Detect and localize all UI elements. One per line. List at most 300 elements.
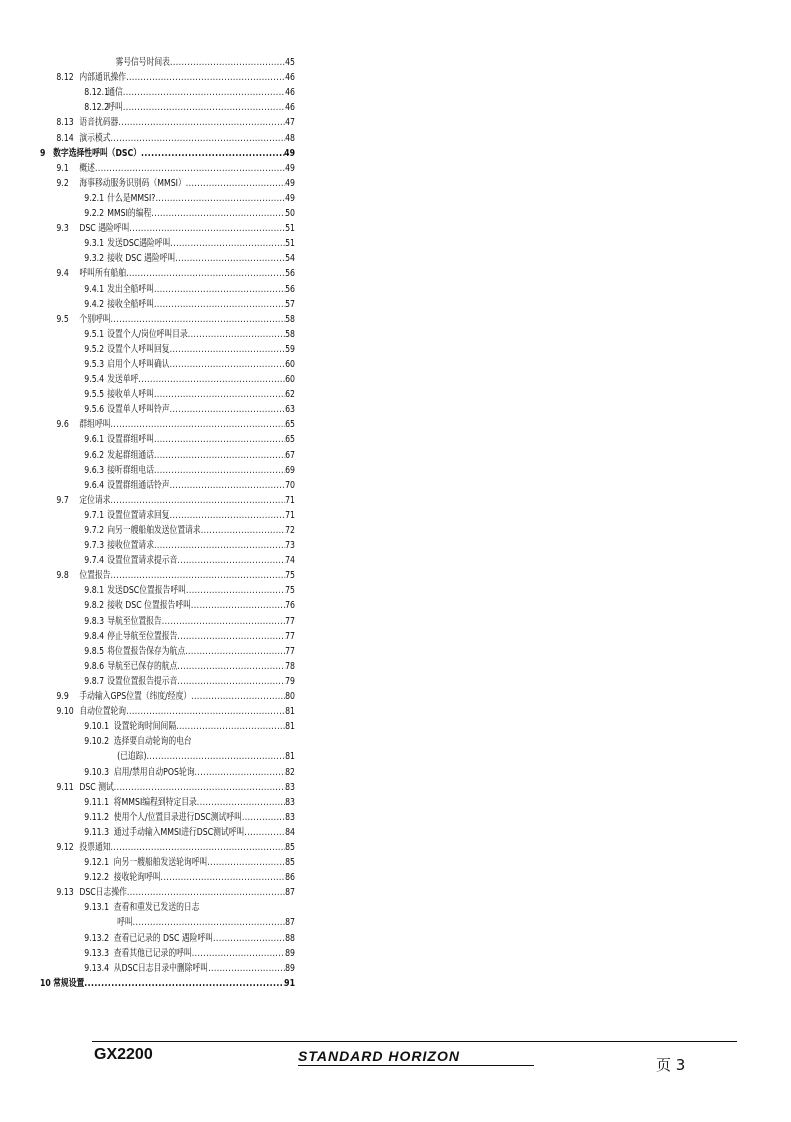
toc-dot-leader bbox=[170, 359, 286, 370]
toc-entry-page: 91 bbox=[284, 977, 296, 989]
toc-dot-leader bbox=[176, 721, 285, 732]
toc-entry-number: 9.13.2 bbox=[84, 932, 110, 944]
toc-entry[interactable] bbox=[40, 853, 295, 868]
toc-entry-title: 设置位置报告提示音 bbox=[107, 675, 178, 687]
toc-dot-leader bbox=[170, 404, 286, 415]
toc-entry[interactable] bbox=[40, 838, 295, 853]
toc-entry[interactable] bbox=[40, 808, 295, 823]
toc-dot-leader bbox=[162, 616, 285, 627]
toc-entry[interactable] bbox=[40, 762, 295, 777]
toc-entry-title: 通过手动输入MMSI进行DSC测试呼叫 bbox=[113, 826, 245, 838]
toc-entry-title: 启用/禁用自动POS轮询 bbox=[113, 766, 195, 778]
toc-entry-number: 9.5.3 bbox=[84, 358, 105, 370]
toc-entry-page: 80 bbox=[285, 691, 296, 703]
toc-entry-number: 9.5.5 bbox=[84, 389, 105, 401]
toc-entry-page: 45 bbox=[285, 57, 296, 69]
toc-entry[interactable] bbox=[40, 672, 295, 687]
toc-entry-page: 65 bbox=[285, 419, 296, 431]
toc-entry-title: 位置报告 bbox=[79, 570, 111, 582]
toc-dot-leader bbox=[213, 933, 285, 944]
toc-dot-leader bbox=[177, 555, 285, 566]
toc-dot-leader bbox=[191, 600, 285, 611]
toc-entry-page: 54 bbox=[285, 253, 296, 265]
toc-dot-leader bbox=[188, 329, 285, 340]
toc-entry-number: 9.3.2 bbox=[84, 253, 105, 265]
toc-entry-number: 9.11.2 bbox=[84, 811, 110, 823]
toc-entry-title: 向另一艘船舶发送轮询呼叫 bbox=[113, 857, 208, 869]
toc-entry-page: 83 bbox=[285, 781, 296, 793]
toc-entry-page: 46 bbox=[285, 87, 296, 99]
toc-entry[interactable] bbox=[40, 868, 295, 883]
toc-entry-page: 88 bbox=[285, 932, 296, 944]
toc-entry-page: 56 bbox=[285, 283, 296, 295]
toc-dot-leader bbox=[123, 87, 285, 98]
toc-entry-number: 9.8.4 bbox=[84, 630, 105, 642]
toc-dot-leader bbox=[129, 223, 285, 234]
toc-entry-title: 呼叫所有船舶 bbox=[79, 268, 127, 280]
toc-entry[interactable] bbox=[40, 642, 295, 657]
toc-dot-leader bbox=[175, 253, 285, 264]
toc-entry[interactable] bbox=[40, 370, 295, 385]
toc-entry-page: 63 bbox=[285, 404, 296, 416]
footer-brand-underline bbox=[298, 1065, 534, 1066]
toc-entry-title: 查看其他已记录的呼叫 bbox=[113, 947, 192, 959]
toc-dot-leader bbox=[111, 314, 286, 325]
toc-entry-number: 8.12 bbox=[56, 72, 74, 84]
toc-entry-number: 9.13.1 bbox=[84, 902, 110, 914]
toc-entry[interactable] bbox=[40, 461, 295, 476]
toc-entry-title: 设置群组呼叫 bbox=[107, 434, 154, 446]
toc-entry[interactable] bbox=[40, 732, 295, 747]
toc-entry-page: 76 bbox=[285, 600, 296, 612]
toc-dot-leader bbox=[170, 480, 286, 491]
toc-entry-page: 81 bbox=[285, 751, 296, 763]
toc-dot-leader bbox=[177, 661, 285, 672]
toc-entry-page: 89 bbox=[285, 947, 296, 959]
toc-entry-page: 51 bbox=[285, 223, 296, 235]
toc-entry-number: 9.8 bbox=[56, 570, 69, 582]
toc-entry-title: 手动输入GPS位置（纬度/经度） bbox=[79, 691, 192, 703]
footer-divider bbox=[92, 1041, 737, 1042]
toc-entry-page: 65 bbox=[285, 434, 296, 446]
toc-entry[interactable] bbox=[40, 627, 295, 642]
toc-entry-title: 设置轮询时间间隔 bbox=[113, 721, 177, 733]
toc-entry[interactable] bbox=[40, 778, 295, 793]
toc-entry[interactable] bbox=[40, 279, 295, 294]
toc-entry-title: 发送DSC位置报告呼叫 bbox=[107, 585, 186, 597]
toc-entry-title: 个别呼叫 bbox=[79, 313, 111, 325]
toc-entry[interactable] bbox=[40, 53, 295, 68]
toc-entry-title: DSC日志操作 bbox=[79, 887, 127, 899]
toc-entry-title: 使用个人/位置目录进行DSC测试呼叫 bbox=[113, 811, 242, 823]
toc-entry-number: 9.8.7 bbox=[84, 675, 105, 687]
toc-entry-page: 49 bbox=[284, 147, 296, 159]
toc-entry-number: 9.4 bbox=[56, 268, 69, 280]
toc-entry[interactable] bbox=[40, 355, 295, 370]
toc-entry-number: 9.13 bbox=[56, 887, 74, 899]
footer-page-number: 页 3 bbox=[656, 1056, 686, 1074]
toc-entry-title: 雾号信号时间表 bbox=[115, 57, 170, 69]
toc-entry-page: 86 bbox=[285, 872, 296, 884]
toc-entry-page: 67 bbox=[285, 449, 296, 461]
toc-entry[interactable] bbox=[40, 249, 295, 264]
toc-entry[interactable] bbox=[40, 144, 295, 159]
toc-entry-number: 9.5.6 bbox=[84, 404, 105, 416]
toc-entry-number: 9.9 bbox=[56, 691, 69, 703]
toc-entry-page: 81 bbox=[285, 706, 296, 718]
toc-dot-leader bbox=[127, 887, 285, 898]
toc-entry-title: 设置个人/岗位呼叫目录 bbox=[107, 328, 188, 340]
toc-dot-leader bbox=[192, 948, 285, 959]
toc-entry-title: 发送DSC遇险呼叫 bbox=[107, 238, 171, 250]
toc-entry-number: 9.5 bbox=[56, 313, 69, 325]
toc-entry-title: 设置群组通话铃声 bbox=[107, 479, 170, 491]
toc-entry[interactable] bbox=[40, 219, 295, 234]
toc-entry[interactable] bbox=[40, 491, 295, 506]
footer-model-name: GX2200 bbox=[94, 1046, 153, 1063]
toc-dot-leader bbox=[123, 102, 285, 113]
toc-entry-number: 9.8.2 bbox=[84, 600, 105, 612]
toc-entry-title: 向另一艘船舶发送位置请求 bbox=[107, 525, 201, 536]
toc-entry-title: DSC 遇险呼叫 bbox=[79, 223, 130, 235]
toc-dot-leader bbox=[111, 133, 286, 144]
toc-entry-number: 9.10 bbox=[56, 706, 74, 718]
toc-entry-page: 62 bbox=[285, 389, 296, 401]
toc-entry-title: (已追踪) bbox=[117, 751, 147, 763]
toc-dot-leader bbox=[185, 646, 285, 657]
toc-dot-leader bbox=[141, 148, 284, 159]
toc-entry-title: 导航至位置报告 bbox=[107, 615, 162, 627]
toc-entry-title: 将位置报告保存为航点 bbox=[107, 645, 186, 657]
toc-dot-leader bbox=[118, 117, 285, 128]
toc-dot-leader bbox=[197, 797, 285, 808]
toc-entry-page: 59 bbox=[285, 343, 296, 355]
toc-entry[interactable] bbox=[40, 385, 295, 400]
toc-entry-page: 71 bbox=[285, 494, 296, 506]
toc-entry[interactable] bbox=[40, 596, 295, 611]
toc-entry-number: 9.6.3 bbox=[84, 464, 105, 476]
toc-entry-page: 81 bbox=[285, 721, 296, 733]
toc-entry-page: 71 bbox=[285, 509, 296, 521]
toc-entry-title: 查看和重发已发送的日志 bbox=[113, 902, 200, 914]
toc-entry[interactable] bbox=[40, 98, 295, 113]
footer-brand-logo: STANDARD HORIZON bbox=[298, 1048, 460, 1064]
toc-dot-leader bbox=[154, 284, 285, 295]
toc-entry-title: 投票通知 bbox=[79, 841, 111, 853]
toc-dot-leader bbox=[114, 782, 285, 793]
toc-dot-leader bbox=[170, 57, 285, 68]
toc-entry-number: 9.11.1 bbox=[84, 796, 110, 808]
toc-entry[interactable] bbox=[40, 823, 295, 838]
toc-entry-number: 9.7.1 bbox=[84, 509, 105, 521]
toc-dot-leader bbox=[201, 525, 285, 536]
toc-entry-page: 47 bbox=[285, 117, 296, 129]
toc-entry[interactable] bbox=[40, 944, 295, 959]
toc-entry-number: 9.7.2 bbox=[84, 525, 105, 536]
toc-dot-leader bbox=[147, 751, 286, 762]
toc-entry-page: 46 bbox=[285, 102, 296, 114]
toc-dot-leader bbox=[111, 842, 286, 853]
toc-dot-leader bbox=[126, 706, 285, 717]
toc-entry-number: 9.6.1 bbox=[84, 434, 105, 446]
toc-entry-number: 9.13.4 bbox=[84, 962, 110, 974]
toc-entry-title: 停止导航至位置报告 bbox=[107, 630, 178, 642]
toc-dot-leader bbox=[151, 208, 285, 219]
toc-dot-leader bbox=[195, 767, 286, 778]
toc-entry[interactable] bbox=[40, 747, 295, 762]
toc-entry[interactable] bbox=[40, 521, 295, 536]
toc-entry-title: 导航至已保存的航点 bbox=[107, 660, 178, 672]
toc-dot-leader bbox=[186, 178, 285, 189]
toc-entry-page: 77 bbox=[285, 645, 296, 657]
toc-entry[interactable] bbox=[40, 204, 295, 219]
toc-entry-title: 接收 DSC 位置报告呼叫 bbox=[107, 600, 191, 612]
toc-entry-page: 48 bbox=[285, 132, 296, 144]
toc-entry-title: 选择要自动轮询的电台 bbox=[113, 736, 192, 748]
toc-entry-number: 9.2.1 bbox=[84, 192, 105, 204]
toc-entry-number: 9.2.2 bbox=[84, 208, 105, 220]
toc-entry-page: 56 bbox=[285, 268, 296, 280]
toc-entry-page: 87 bbox=[285, 917, 296, 929]
toc-entry-number: 9.6.4 bbox=[84, 479, 105, 491]
toc-entry-number: 9.8.5 bbox=[84, 645, 105, 657]
toc-entry[interactable] bbox=[40, 189, 295, 204]
toc-entry-number: 9.12.2 bbox=[84, 872, 110, 884]
toc-entry-title: 海事移动服务识别码（MMSI） bbox=[79, 177, 186, 189]
toc-entry-page: 49 bbox=[285, 162, 296, 174]
toc-entry-page: 75 bbox=[285, 585, 296, 597]
toc-dot-leader bbox=[170, 510, 286, 521]
toc-entry-number: 9.5.1 bbox=[84, 328, 105, 340]
toc-dot-leader bbox=[154, 540, 285, 551]
toc-entry-title: 发起群组通话 bbox=[107, 449, 154, 461]
toc-entry-number: 9.8.3 bbox=[84, 615, 105, 627]
toc-entry-page: 77 bbox=[285, 630, 296, 642]
toc-entry-page: 58 bbox=[285, 313, 296, 325]
toc-entry-page: 46 bbox=[285, 72, 296, 84]
toc-entry-title: 设置位置请求提示音 bbox=[107, 555, 178, 567]
toc-dot-leader bbox=[133, 917, 285, 928]
toc-entry-number: 9.5.4 bbox=[84, 374, 105, 386]
toc-entry-title: 设置个人呼叫回复 bbox=[107, 343, 170, 355]
toc-entry[interactable] bbox=[40, 913, 295, 928]
toc-entry-number: 9.11.3 bbox=[84, 826, 110, 838]
toc-entry[interactable] bbox=[40, 159, 295, 174]
toc-dot-leader bbox=[161, 872, 286, 883]
toc-dot-leader bbox=[207, 857, 285, 868]
toc-entry-page: 78 bbox=[285, 660, 296, 672]
toc-entry[interactable] bbox=[40, 687, 295, 702]
toc-entry[interactable] bbox=[40, 415, 295, 430]
toc-entry-number: 8.14 bbox=[56, 132, 74, 144]
toc-entry-title: 什么是MMSI? bbox=[107, 192, 156, 204]
toc-entry-page: 57 bbox=[285, 298, 296, 310]
toc-entry-title: 接收 DSC 遇险呼叫 bbox=[107, 253, 176, 265]
toc-entry-title: 通信 bbox=[107, 87, 123, 99]
toc-entry[interactable] bbox=[40, 702, 295, 717]
table-of-contents bbox=[40, 53, 351, 989]
toc-dot-leader bbox=[177, 676, 285, 687]
toc-entry-page: 87 bbox=[285, 887, 296, 899]
toc-entry-number: 9.10.1 bbox=[84, 721, 110, 733]
toc-entry[interactable] bbox=[40, 974, 295, 989]
toc-entry-number: 9.7.3 bbox=[84, 540, 105, 552]
toc-dot-leader bbox=[244, 827, 285, 838]
toc-entry-number: 8.12.1 bbox=[84, 87, 110, 99]
toc-dot-leader bbox=[111, 419, 286, 430]
toc-entry[interactable] bbox=[40, 566, 295, 581]
toc-entry-page: 50 bbox=[285, 208, 296, 220]
toc-entry[interactable] bbox=[40, 536, 295, 551]
toc-entry-number: 9.6 bbox=[56, 419, 69, 431]
toc-entry-page: 49 bbox=[285, 177, 296, 189]
toc-entry-number: 9.1 bbox=[56, 162, 69, 174]
toc-entry-title: 启用个人呼叫确认 bbox=[107, 358, 170, 370]
toc-dot-leader bbox=[177, 631, 285, 642]
toc-entry-title: 数字选择性呼叫（DSC） bbox=[53, 147, 142, 159]
toc-entry-number: 10 bbox=[40, 977, 51, 989]
toc-entry[interactable] bbox=[40, 400, 295, 415]
toc-entry-title: 将MMSI编程到特定目录 bbox=[113, 796, 197, 808]
toc-entry-title: DSC 测试 bbox=[79, 781, 114, 793]
toc-entry[interactable] bbox=[40, 234, 295, 249]
toc-entry[interactable] bbox=[40, 611, 295, 626]
toc-entry-title: 接收全船呼叫 bbox=[107, 298, 154, 310]
toc-entry-title: 呼叫 bbox=[107, 102, 123, 114]
toc-entry-title: 从DSC日志目录中删除呼叫 bbox=[113, 962, 209, 974]
toc-entry-title: MMSI的编程 bbox=[107, 208, 152, 220]
toc-entry-title: 发送单呼 bbox=[107, 374, 139, 386]
toc-dot-leader bbox=[208, 963, 285, 974]
toc-entry-title: 定位请求 bbox=[79, 494, 111, 506]
toc-entry-page: 58 bbox=[285, 328, 296, 340]
toc-entry-number: 9.6.2 bbox=[84, 449, 105, 461]
toc-dot-leader bbox=[154, 389, 285, 400]
toc-dot-leader bbox=[186, 585, 285, 596]
toc-entry[interactable] bbox=[40, 551, 295, 566]
toc-entry-number: 9.7 bbox=[56, 494, 69, 506]
toc-entry[interactable] bbox=[40, 793, 295, 808]
toc-dot-leader bbox=[154, 450, 285, 461]
toc-entry-title: 接收单人呼叫 bbox=[107, 389, 154, 401]
toc-entry[interactable] bbox=[40, 657, 295, 672]
toc-entry-page: 77 bbox=[285, 615, 296, 627]
toc-entry-page: 73 bbox=[285, 540, 296, 552]
toc-entry-title: 接收轮询呼叫 bbox=[113, 872, 161, 884]
toc-entry-page: 89 bbox=[285, 962, 296, 974]
toc-entry-number: 9.13.3 bbox=[84, 947, 110, 959]
toc-entry[interactable] bbox=[40, 83, 295, 98]
toc-entry[interactable] bbox=[40, 325, 295, 340]
toc-dot-leader bbox=[111, 495, 286, 506]
toc-dot-leader bbox=[126, 72, 285, 83]
toc-dot-leader bbox=[170, 344, 286, 355]
toc-dot-leader bbox=[154, 434, 285, 445]
toc-entry[interactable] bbox=[40, 898, 295, 913]
toc-entry-page: 75 bbox=[285, 570, 296, 582]
toc-dot-leader bbox=[154, 299, 285, 310]
toc-entry-title: 群组呼叫 bbox=[79, 419, 111, 431]
toc-entry[interactable] bbox=[40, 174, 295, 189]
toc-entry-title: 呼叫 bbox=[117, 917, 133, 929]
toc-entry-title: 演示模式 bbox=[79, 132, 111, 144]
toc-entry-title: 接听群组电话 bbox=[107, 464, 154, 476]
toc-entry[interactable] bbox=[40, 506, 295, 521]
toc-entry[interactable] bbox=[40, 928, 295, 943]
toc-dot-leader bbox=[170, 238, 285, 249]
toc-entry[interactable] bbox=[40, 883, 295, 898]
toc-entry-page: 82 bbox=[285, 766, 296, 778]
toc-dot-leader bbox=[126, 268, 285, 279]
toc-entry-number: 9.7.4 bbox=[84, 555, 105, 567]
toc-entry[interactable] bbox=[40, 295, 295, 310]
toc-dot-leader bbox=[242, 812, 285, 823]
toc-entry[interactable] bbox=[40, 264, 295, 279]
toc-entry-page: 83 bbox=[285, 811, 296, 823]
toc-entry[interactable] bbox=[40, 959, 295, 974]
toc-dot-leader bbox=[138, 374, 285, 385]
toc-entry-number: 9.11 bbox=[56, 781, 74, 793]
toc-entry-title: 设置位置请求回复 bbox=[107, 509, 170, 521]
toc-entry-number: 9.8.6 bbox=[84, 660, 105, 672]
toc-entry[interactable] bbox=[40, 310, 295, 325]
toc-entry-page: 83 bbox=[285, 796, 296, 808]
toc-entry-number: 8.12.2 bbox=[84, 102, 110, 114]
toc-entry-page: 72 bbox=[285, 525, 296, 536]
toc-entry-title: 内部通讯操作 bbox=[79, 72, 127, 84]
toc-dot-leader bbox=[111, 570, 286, 581]
toc-entry[interactable] bbox=[40, 128, 295, 143]
toc-entry-page: 60 bbox=[285, 374, 296, 386]
toc-entry[interactable] bbox=[40, 68, 295, 83]
toc-entry[interactable] bbox=[40, 476, 295, 491]
toc-entry-number: 9.10.2 bbox=[84, 736, 110, 748]
toc-entry-page: 70 bbox=[285, 479, 296, 491]
toc-entry[interactable] bbox=[40, 113, 295, 128]
toc-entry-title: 自动位置轮询 bbox=[79, 706, 127, 718]
toc-entry-number: 9.4.1 bbox=[84, 283, 105, 295]
toc-entry[interactable] bbox=[40, 581, 295, 596]
toc-entry-page: 69 bbox=[285, 464, 296, 476]
toc-entry[interactable] bbox=[40, 430, 295, 445]
toc-entry-number: 9.10.3 bbox=[84, 766, 110, 778]
toc-entry-title: 发出全船呼叫 bbox=[107, 283, 154, 295]
toc-entry-page: 60 bbox=[285, 358, 296, 370]
toc-entry-page: 49 bbox=[285, 192, 296, 204]
toc-entry-title: 接收位置请求 bbox=[107, 540, 154, 552]
toc-entry-number: 9.8.1 bbox=[84, 585, 105, 597]
toc-entry[interactable] bbox=[40, 340, 295, 355]
toc-dot-leader bbox=[155, 193, 285, 204]
toc-entry-title: 语音扰码器 bbox=[79, 117, 119, 129]
toc-dot-leader bbox=[95, 163, 285, 174]
toc-dot-leader bbox=[191, 691, 285, 702]
toc-entry-page: 85 bbox=[285, 857, 296, 869]
toc-entry-page: 79 bbox=[285, 675, 296, 687]
toc-entry-title: 查看已记录的 DSC 遇险呼叫 bbox=[113, 932, 214, 944]
toc-entry-number: 9.4.2 bbox=[84, 298, 105, 310]
toc-entry-number: 9.12.1 bbox=[84, 857, 110, 869]
toc-entry-page: 85 bbox=[285, 841, 296, 853]
toc-entry-number: 8.13 bbox=[56, 117, 74, 129]
toc-dot-leader bbox=[154, 465, 285, 476]
toc-entry-page: 74 bbox=[285, 555, 296, 567]
toc-entry-number: 9.12 bbox=[56, 841, 74, 853]
toc-dot-leader bbox=[84, 978, 284, 989]
toc-entry-title: 概述 bbox=[79, 162, 95, 174]
toc-entry[interactable] bbox=[40, 717, 295, 732]
toc-entry[interactable] bbox=[40, 445, 295, 460]
